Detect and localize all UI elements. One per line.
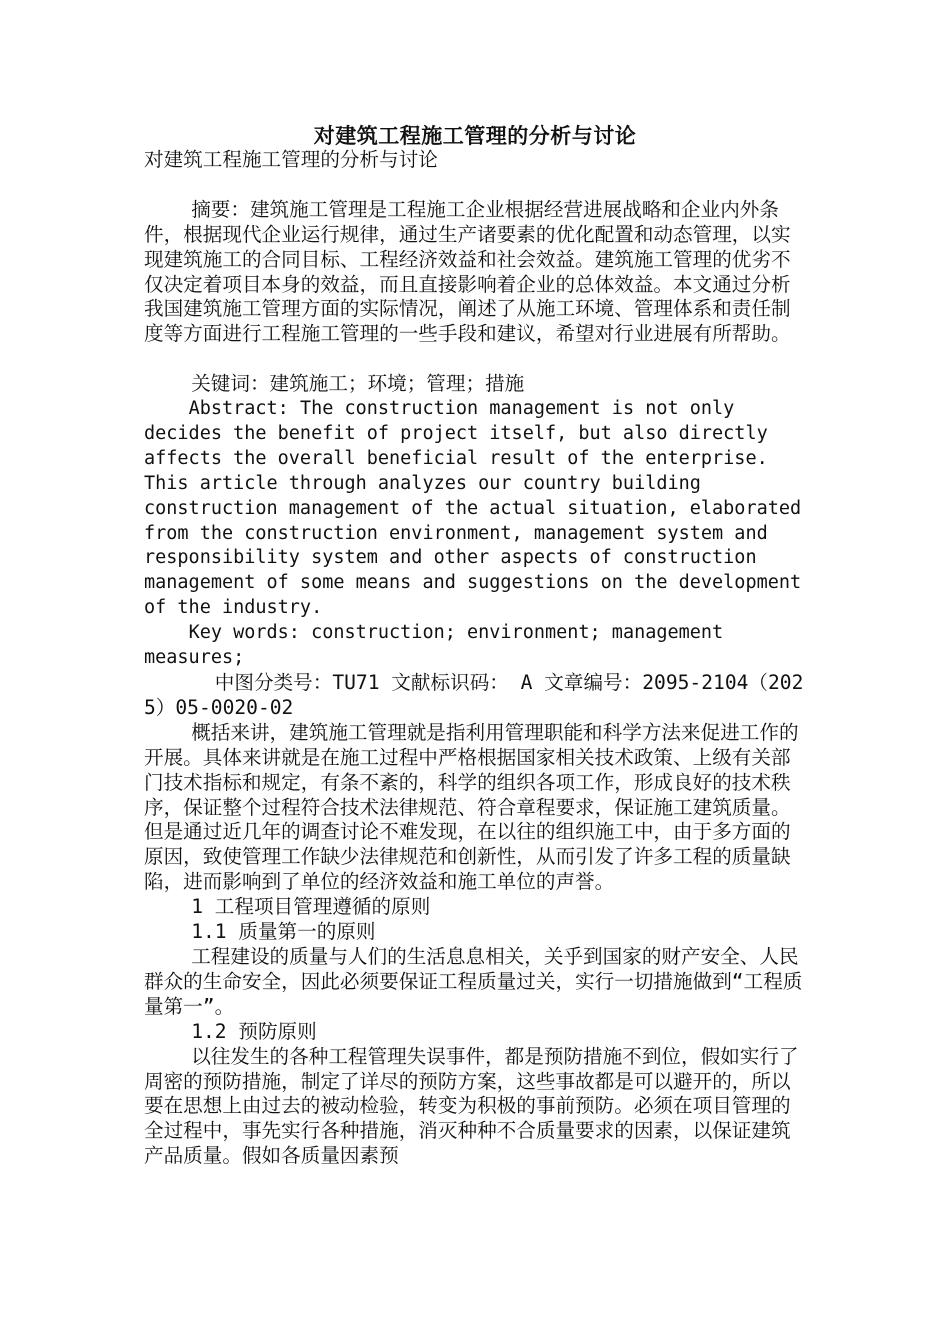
- section-1-1-paragraph: 工程建设的质量与人们的生活息息相关，关乎到国家的财产安全、人民群众的生命安全，因此必须要保证工程质量过关，实行一切措施做到“工程质量第一”。: [144, 944, 803, 1018]
- blank-line: [144, 173, 809, 198]
- section-1-2-paragraph: 以往发生的各种工程管理失误事件，都是预防措施不到位，假如实行了周密的预防措施，制定了详尽的预防方案，这些事故都是可以避开的，所以要在思想上由过去的被动检验，转变为积极的事前预防。必须在项目管理的全过程中，事先实行各种措施，消灭种种不合质量要求的因素，以保证建筑产品质量。假如各质量因素预: [144, 1044, 799, 1168]
- keywords-chinese: 关键词：建筑施工；环境；管理；措施: [144, 372, 525, 396]
- section-1-2-heading: 1.2 预防原则: [144, 1019, 317, 1043]
- classification-info: 中图分类号：TU71 文献标识码： A 文章编号：2095-2104（2025）05-0020-02: [144, 671, 804, 719]
- abstract-chinese: 摘要：建筑施工管理是工程施工企业根据经营进展战略和企业内外条件，根据现代企业运行规律，通过生产诸要素的优化配置和动态管理，以实现建筑施工的合同目标、工程经济效益和社会效益。建筑施工管理的优劣不仅决定着项目本身的效益，而且直接影响着企业的总体效益。本文通过分析我国建筑施工管理方面的实际情况，阐述了从施工环境、管理体系和责任制度等方面进行工程施工管理的一些手段和建议，希望对行业进展有所帮助。: [144, 197, 791, 346]
- keywords-english: Key words: construction; environment; management measures;: [144, 622, 735, 669]
- document-body: [144, 148, 813, 1169]
- blank-line: [144, 347, 809, 372]
- abstract-english: Abstract: The construction management is not only decides the benefit of project itself, but also directly affects the overall beneficial result of the enterprise. This article through analyzes our country building construction management of the actual situation, elaborated from the construction environment, management system and responsibility system and other aspects of construction management of some means and suggestions on the development of the industry.: [144, 398, 813, 619]
- introduction-paragraph: 概括来讲，建筑施工管理就是指利用管理职能和科学方法来促进工作的开展。具体来讲就是在施工过程中严格根据国家相关技术政策、上级有关部门技术指标和规定，有条不紊的，科学的组织各项工作，形成良好的技术秩序，保证整个过程符合技术法律规范、符合章程要求，保证施工建筑质量。但是通过近几年的调查讨论不难发现，在以往的组织施工中，由于多方面的原因，致使管理工作缺少法律规范和创新性，从而引发了许多工程的质量缺陷，进而影响到了单位的经济效益和施工单位的声誉。: [144, 720, 799, 894]
- document-subtitle: 对建筑工程施工管理的分析与讨论: [144, 148, 438, 171]
- document-title: 对建筑工程施工管理的分析与讨论: [313, 123, 637, 148]
- section-1-1-heading: 1.1 质量第一的原则: [144, 920, 376, 944]
- section-1-heading: 1 工程项目管理遵循的原则: [144, 895, 431, 919]
